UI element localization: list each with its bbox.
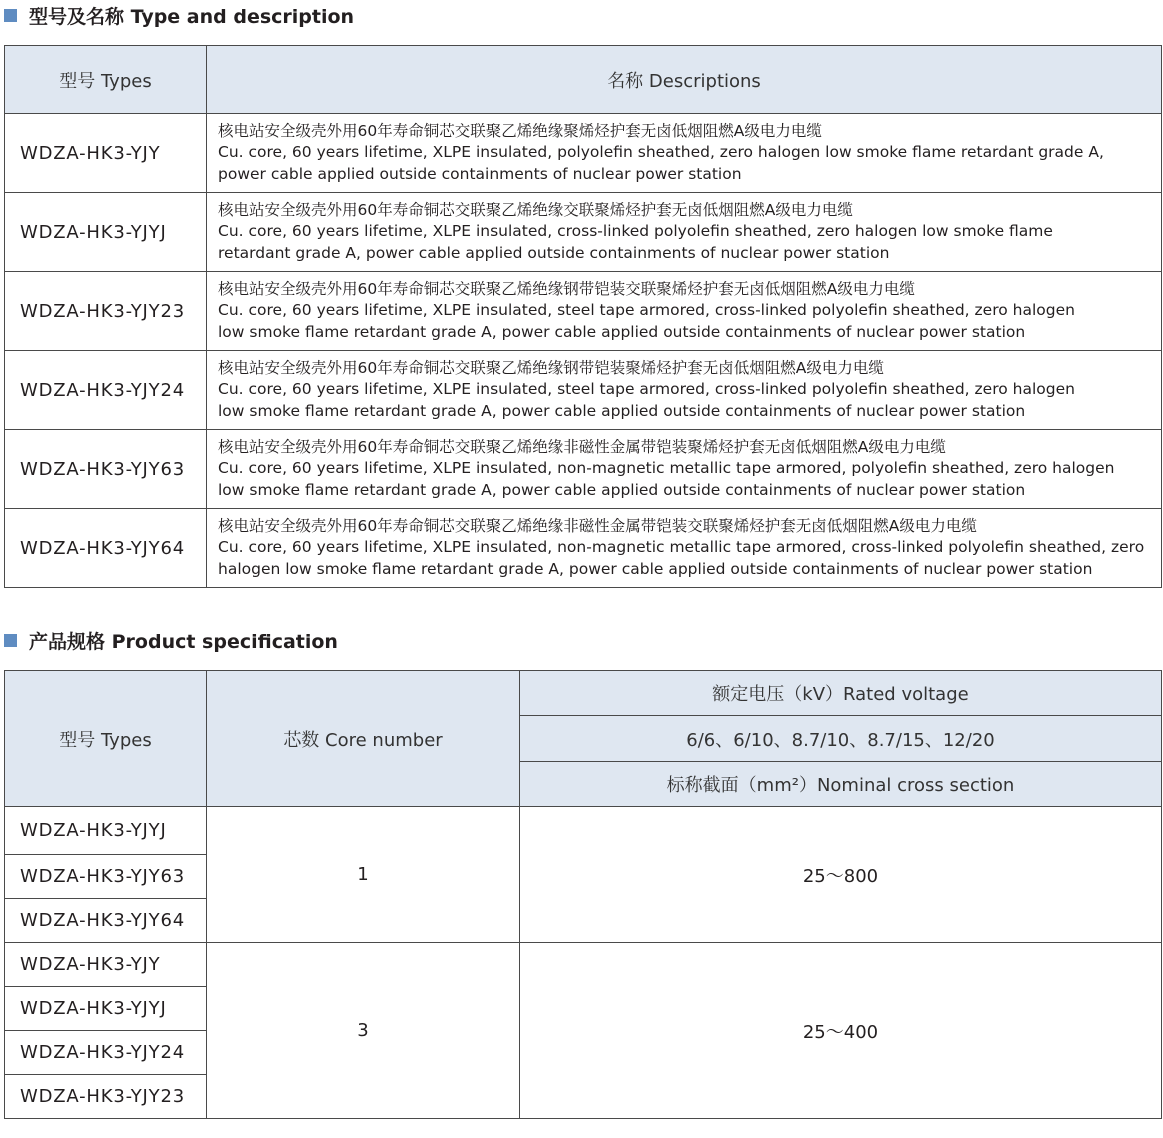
description-cell xyxy=(207,272,1162,351)
description-cell xyxy=(207,509,1162,588)
description-en-line1: Cu. core, 60 years lifetime, XLPE insulated, steel tape armored, cross-linked polyolefin sheathed, zero halogen xyxy=(218,301,1075,320)
header-descriptions: 名称 Descriptions xyxy=(207,46,1162,114)
header-nominal-cross-section: 标称截面（mm²）Nominal cross section xyxy=(520,762,1162,807)
type-cell: WDZA-HK3-YJYJ xyxy=(5,807,207,855)
type-cell: WDZA-HK3-YJY23 xyxy=(5,1075,207,1119)
product-specification-table xyxy=(4,670,1162,1119)
square-bullet-icon xyxy=(4,634,17,647)
description-zh: 核电站安全级壳外用60年寿命铜芯交联聚乙烯绝缘非磁性金属带铠装聚烯烃护套无卤低烟阻燃A级电力电缆 xyxy=(218,437,946,456)
table-row xyxy=(5,430,1162,509)
header-types: 型号 Types xyxy=(5,671,207,807)
table-row xyxy=(5,807,1162,855)
type-cell: WDZA-HK3-YJY23 xyxy=(5,272,207,351)
description-en-line1: Cu. core, 60 years lifetime, XLPE insulated, non-magnetic metallic tape armored, cross-linked polyolefin sheathed, zero xyxy=(218,538,1145,557)
table-header-row xyxy=(5,671,1162,716)
core-number-cell: 3 xyxy=(207,943,520,1119)
type-cell: WDZA-HK3-YJY64 xyxy=(5,509,207,588)
table-row xyxy=(5,509,1162,588)
description-zh: 核电站安全级壳外用60年寿命铜芯交联聚乙烯绝缘钢带铠装聚烯烃护套无卤低烟阻燃A级电力电缆 xyxy=(218,358,884,377)
header-types: 型号 Types xyxy=(5,46,207,114)
header-rated-voltage: 额定电压（kV）Rated voltage xyxy=(520,671,1162,716)
cross-section-cell: 25～400 xyxy=(520,943,1162,1119)
section-title-type-description xyxy=(4,0,354,30)
description-en-line2: low smoke flame retardant grade A, power cable applied outside containments of nuclear power station xyxy=(218,480,1026,499)
description-en-line2: retardant grade A, power cable applied outside containments of nuclear power station xyxy=(218,243,890,262)
description-zh: 核电站安全级壳外用60年寿命铜芯交联聚乙烯绝缘非磁性金属带铠装交联聚烯烃护套无卤低烟阻燃A级电力电缆 xyxy=(218,516,977,535)
section-title-text: 型号及名称 Type and description xyxy=(29,5,355,28)
description-zh: 核电站安全级壳外用60年寿命铜芯交联聚乙烯绝缘聚烯烃护套无卤低烟阻燃A级电力电缆 xyxy=(218,121,822,140)
type-cell: WDZA-HK3-YJY24 xyxy=(5,351,207,430)
description-cell xyxy=(207,430,1162,509)
description-en-line1: Cu. core, 60 years lifetime, XLPE insulated, non-magnetic metallic tape armored, polyolefin sheathed, zero halogen xyxy=(218,459,1115,478)
description-zh: 核电站安全级壳外用60年寿命铜芯交联聚乙烯绝缘交联聚烯烃护套无卤低烟阻燃A级电力电缆 xyxy=(218,200,853,219)
cross-section-cell: 25～800 xyxy=(520,807,1162,943)
type-cell: WDZA-HK3-YJY24 xyxy=(5,1031,207,1075)
table-row xyxy=(5,351,1162,430)
core-number-cell: 1 xyxy=(207,807,520,943)
table-row xyxy=(5,943,1162,987)
description-zh: 核电站安全级壳外用60年寿命铜芯交联聚乙烯绝缘钢带铠装交联聚烯烃护套无卤低烟阻燃A级电力电缆 xyxy=(218,279,915,298)
table-row xyxy=(5,272,1162,351)
table-row xyxy=(5,114,1162,193)
description-en-line2: halogen low smoke flame retardant grade A, power cable applied outside containments of nuclear power station xyxy=(218,559,1093,578)
description-cell xyxy=(207,114,1162,193)
type-cell: WDZA-HK3-YJY xyxy=(5,943,207,987)
description-en-line1: Cu. core, 60 years lifetime, XLPE insulated, cross-linked polyolefin sheathed, zero halogen low smoke flame xyxy=(218,222,1053,241)
type-cell: WDZA-HK3-YJY xyxy=(5,114,207,193)
description-en-line2: low smoke flame retardant grade A, power cable applied outside containments of nuclear power station xyxy=(218,401,1026,420)
description-en-line1: Cu. core, 60 years lifetime, XLPE insulated, polyolefin sheathed, zero halogen low smoke flame retardant grade A, xyxy=(218,143,1104,162)
type-cell: WDZA-HK3-YJYJ xyxy=(5,193,207,272)
description-cell xyxy=(207,193,1162,272)
type-cell: WDZA-HK3-YJY63 xyxy=(5,855,207,899)
square-bullet-icon xyxy=(4,9,17,22)
description-en-line2: power cable applied outside containments of nuclear power station xyxy=(218,164,742,183)
voltage-values: 6/6、6/10、8.7/10、8.7/15、12/20 xyxy=(520,716,1162,762)
description-en-line1: Cu. core, 60 years lifetime, XLPE insulated, steel tape armored, cross-linked polyolefin sheathed, zero halogen xyxy=(218,380,1075,399)
description-en-line2: low smoke flame retardant grade A, power cable applied outside containments of nuclear power station xyxy=(218,322,1026,341)
section-title-product-specification xyxy=(4,625,338,655)
table-header-row xyxy=(5,46,1162,114)
type-cell: WDZA-HK3-YJYJ xyxy=(5,987,207,1031)
header-core-number: 芯数 Core number xyxy=(207,671,520,807)
description-cell xyxy=(207,351,1162,430)
type-cell: WDZA-HK3-YJY64 xyxy=(5,899,207,943)
type-description-table xyxy=(4,45,1162,588)
type-cell: WDZA-HK3-YJY63 xyxy=(5,430,207,509)
table-row xyxy=(5,193,1162,272)
section-title-text: 产品规格 Product specification xyxy=(29,630,338,653)
